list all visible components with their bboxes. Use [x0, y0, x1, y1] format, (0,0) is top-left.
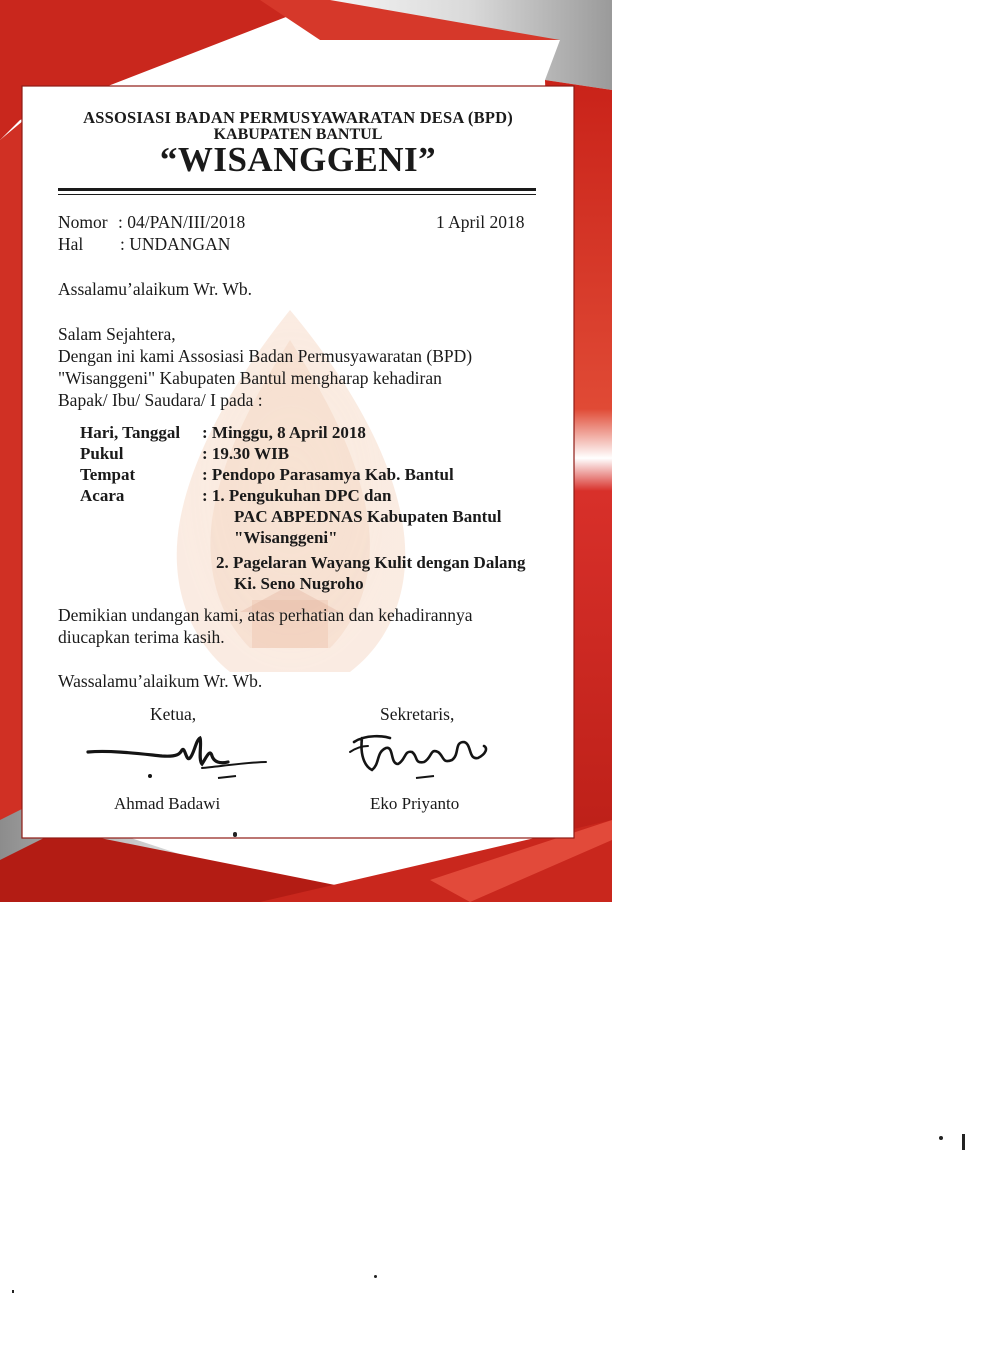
detail-label: Hari, Tanggal [80, 423, 181, 442]
closing-line1: Demikian undangan kami, atas perhatian dan kehadirannya [58, 605, 473, 625]
scan-speck [12, 1290, 14, 1293]
secretary-signature [346, 724, 506, 788]
scan-speck [233, 832, 237, 837]
hal-value: : UNDANGAN [120, 234, 231, 254]
org-name: “WISANGGENI” [159, 140, 437, 179]
nomor-label: Nomor [58, 212, 108, 232]
acara-item2-line2: Ki. Seno Nugroho [234, 574, 364, 593]
farewell: Wassalamu’alaikum Wr. Wb. [58, 671, 263, 691]
intro-line3: Bapak/ Ibu/ Saudara/ I pada : [58, 390, 263, 410]
chairman-title: Ketua, [150, 704, 197, 724]
salam: Salam Sejahtera, [58, 324, 176, 344]
header-rule-thin [58, 194, 536, 195]
closing-line2: diucapkan terima kasih. [58, 627, 225, 647]
scan-speck [939, 1136, 943, 1140]
detail-label: Tempat [80, 465, 136, 484]
invitation-letter [24, 88, 572, 836]
greeting: Assalamu’alaikum Wr. Wb. [58, 279, 253, 299]
intro-line1: Dengan ini kami Assosiasi Badan Permusyawaratan (BPD) [58, 346, 473, 366]
scan-speck [962, 1134, 965, 1150]
hal-label: Hal [58, 234, 84, 254]
chairman-name: Ahmad Badawi [114, 794, 221, 813]
acara-item1-cont1: PAC ABPEDNAS Kabupaten Bantul [234, 507, 502, 526]
header-rule-thick [58, 188, 536, 191]
detail-value: : Minggu, 8 April 2018 [202, 423, 366, 442]
secretary-name: Eko Priyanto [370, 794, 460, 813]
letter-date: 1 April 2018 [436, 212, 525, 232]
acara-item2-line1: 2. Pagelaran Wayang Kulit dengan Dalang [216, 553, 526, 572]
org-title-line1: ASSOSIASI BADAN PERMUSYAWARATAN DESA (BPD) [83, 108, 513, 127]
detail-value: : 1. Pengukuhan DPC dan [202, 486, 392, 505]
scan-speck [374, 1275, 377, 1278]
detail-label: Pukul [80, 444, 124, 463]
detail-value: : 19.30 WIB [202, 444, 290, 463]
nomor-value: : 04/PAN/III/2018 [118, 212, 246, 232]
chairman-signature [82, 728, 282, 788]
detail-value: : Pendopo Parasamya Kab. Bantul [202, 465, 454, 484]
intro-line2: "Wisanggeni" Kabupaten Bantul mengharap kehadiran [58, 368, 442, 388]
acara-item1-cont2: "Wisanggeni" [234, 528, 338, 547]
secretary-title: Sekretaris, [380, 704, 455, 724]
detail-label: Acara [80, 486, 125, 505]
org-title-line2: KABUPATEN BANTUL [213, 126, 383, 143]
